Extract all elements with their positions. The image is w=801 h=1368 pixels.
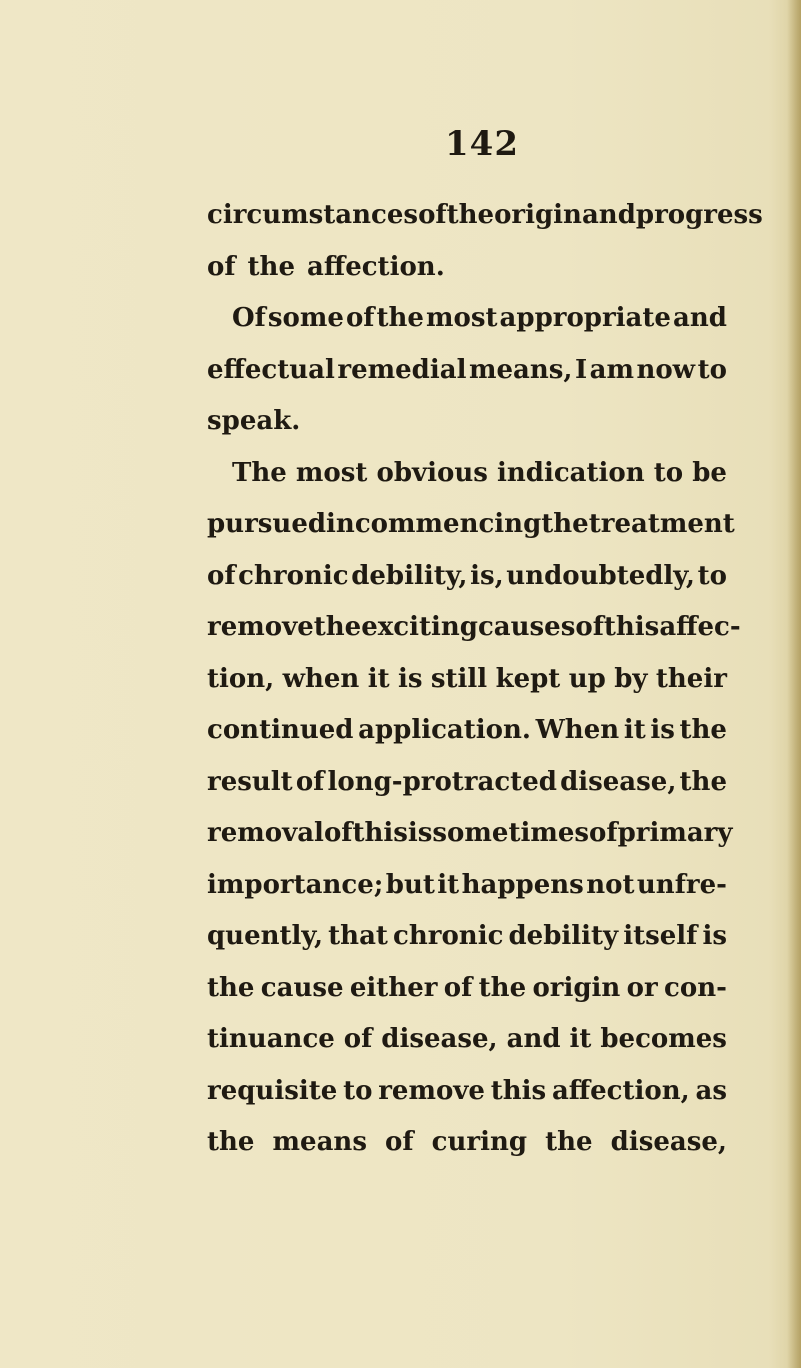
word: debility [508,921,619,951]
word: affection, [551,1075,690,1106]
word: chronic [238,560,349,591]
word: affec- [659,612,741,642]
word: effectual [207,354,335,385]
text-line [207,242,727,294]
word: commencing [354,509,542,539]
word: speak. [207,406,301,436]
word: remedial [337,354,467,385]
word: the [679,766,727,797]
word: quently, [207,921,324,951]
word: unfre- [636,869,727,900]
text-line [207,499,735,551]
word: debility, [351,560,468,591]
word: tinuance [207,1024,335,1054]
word: application. [358,715,531,745]
word: is [407,818,433,848]
word: to [697,560,727,591]
word: of [343,1024,373,1054]
word: and [506,1024,561,1054]
word: by [614,663,648,694]
word: Of [232,303,266,333]
text-line [207,963,727,1015]
page-edge-shadow [787,0,801,1368]
word: kept [495,663,561,694]
text-line [207,1066,727,1118]
word: their [655,663,727,694]
word: remove [378,1075,485,1106]
word: long-protracted [327,766,557,797]
text-line [207,860,727,912]
word: disease, [560,766,677,797]
word: primary [617,818,733,848]
word: still [430,663,488,694]
word: now [636,354,696,385]
word: of [385,1127,414,1157]
word: to [343,1075,373,1106]
word: treatment [588,509,735,539]
word: circumstances [207,200,419,230]
word: the [679,715,727,745]
word: is [702,921,727,951]
word: itself [623,921,698,951]
word: be [692,457,727,488]
word: most [426,303,498,333]
text-line [207,396,727,448]
word: I [574,354,588,385]
word: most [295,457,368,488]
word: disease, [610,1127,727,1157]
page-number: 142 [445,124,519,164]
word: is [650,715,675,745]
word: the [207,972,255,1003]
word: this [603,612,660,642]
word: to [697,354,727,385]
word: the [313,612,362,642]
word: in [326,509,355,539]
word: the [247,251,295,282]
word: this [352,818,408,848]
word: this [490,1075,547,1106]
word: remove [207,612,314,642]
word: am [589,354,634,385]
word: means, [468,354,573,385]
text-line [207,551,727,603]
word: appropriate [499,303,671,333]
word: as [695,1075,727,1106]
word: undoubtedly, [506,560,695,591]
word: of [295,766,325,797]
word: and [581,200,636,230]
body-text [207,190,763,1169]
word: origin [532,972,621,1003]
text-line [207,602,741,654]
word: of [575,612,604,642]
word: it [569,1024,592,1054]
word: chronic [393,921,504,951]
word: that [328,921,388,951]
text-line [207,757,727,809]
word: when [282,663,360,694]
word: it [367,663,390,694]
word: and [672,303,727,333]
text-line [207,1014,727,1066]
word: progress [635,200,763,230]
word: When [535,715,620,745]
word: removal [207,818,324,848]
word: of [443,972,473,1003]
word: it [623,715,646,745]
word: pursued [207,509,327,539]
word: not [586,869,635,900]
word: requisite [207,1075,338,1106]
word: means [272,1127,367,1157]
text-line [207,345,727,397]
word: the [207,1127,255,1157]
word: of [418,200,447,230]
word: affection. [307,251,445,282]
word: tion, [207,663,275,694]
word: but [385,869,435,900]
word: is [397,663,423,694]
word: the [376,303,424,333]
word: becomes [600,1024,727,1054]
text-line [207,654,727,706]
word: the [478,972,527,1003]
word: of [345,303,375,333]
text-line [207,705,727,757]
word: or [626,972,658,1003]
word: is, [470,560,504,591]
word: of [323,818,353,848]
word: exciting [361,612,478,642]
word: result [207,766,293,797]
word: some [267,303,344,333]
word: of [207,560,236,591]
text-line [207,448,727,500]
word: it [437,869,460,900]
word: either [349,972,438,1003]
text-line [207,293,727,345]
word: importance; [207,869,384,900]
word: the [446,200,495,230]
word: the [545,1127,593,1157]
word: obvious [376,457,488,488]
word: happens [461,869,584,900]
text-line [207,190,763,242]
word: causes [477,612,576,642]
word: continued [207,715,354,745]
text-line [207,911,727,963]
text-line [207,1117,727,1169]
word: up [568,663,606,694]
word: indication [497,457,645,488]
word: origin [494,200,582,230]
word: sometimes [432,818,590,848]
word: cause [260,972,344,1003]
word: of [207,251,236,282]
word: of [589,818,618,848]
text-line [207,808,733,860]
word: the [541,509,589,539]
word: to [653,457,684,488]
word: con- [664,972,727,1003]
word: The [232,457,287,488]
word: curing [431,1127,528,1157]
word: disease, [381,1024,498,1054]
